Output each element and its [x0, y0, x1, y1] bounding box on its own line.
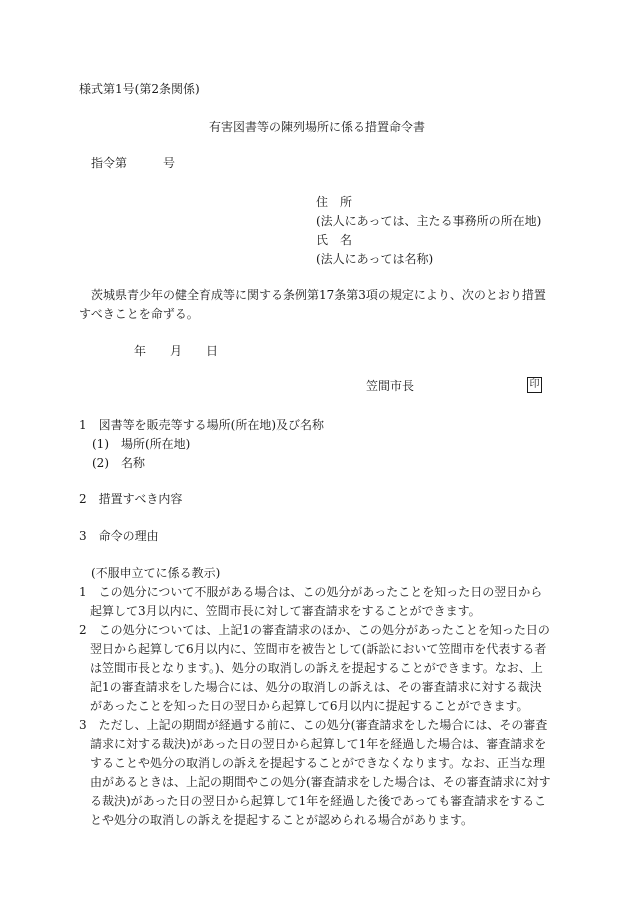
seal-mark: 印	[527, 377, 542, 393]
section-1-heading: 1 図書等を販売等する場所(所在地)及び名称	[79, 418, 324, 432]
appeal-item-2: 2 この処分については、上記1の審査請求のほか、この処分があったことを知った日の翌日から起算して6月以内に、笠間市を被告として(訴訟において笠間市を代表する者は笠間市長となります。)、処分の取消しの訴えを提起することができます。なお、上記1の審査請求をした場合には、処分の取消しの訴えは、その審査請求に対する裁決があったことを知った日の翌日から起算して6月以内に提起することができます。	[79, 623, 550, 713]
body-text-block	[79, 286, 551, 324]
section-1-item-1: (1) 場所(所在地)	[92, 437, 191, 451]
section-2-heading: 2 措置すべき内容	[79, 492, 183, 506]
appeal-heading: (不服申立てに係る教示)	[91, 566, 221, 580]
date-line: 年 月 日	[134, 344, 219, 358]
address-label: 住 所	[316, 195, 353, 209]
appeal-item-1: 1 この処分について不服がある場合は、この処分があったことを知った日の翌日から起算して3月以内に、笠間市長に対して審査請求をすることができます。	[79, 585, 543, 618]
address-note: (法人にあっては、主たる事務所の所在地)	[316, 214, 542, 228]
form-number: 様式第1号(第2条関係)	[79, 82, 200, 96]
body-text: 茨城県青少年の健全育成等に関する条例第17条第3項の規定により、次のとおり措置すべきことを命ずる。	[79, 288, 546, 321]
issuer: 笠間市長	[366, 379, 415, 393]
appeal-items	[79, 583, 551, 830]
section-1-item-2: (2) 名称	[92, 456, 145, 470]
name-label: 氏 名	[316, 233, 353, 247]
document-title: 有害図書等の陳列場所に係る措置命令書	[209, 120, 426, 134]
section-3-heading: 3 命令の理由	[79, 529, 159, 543]
appeal-item-3: 3 ただし、上記の期間が経過する前に、この処分(審査請求をした場合には、その審査請求に対する裁決)があった日の翌日から起算して1年を経過した場合は、審査請求をすることや処分の取消しの訴えを提起することができなくなります。なお、正当な理由があるときは、上記の期間やこの処分(審査請求をした場合は、その審査請求に対する裁決)があった日の翌日から起算して1年を経過した後であっても審査請求をすることや処分の取消しの訴えを提起することが認められる場合があります。	[79, 718, 551, 827]
name-note: (法人にあっては名称)	[316, 252, 434, 266]
order-number: 指令第 号	[91, 156, 176, 170]
